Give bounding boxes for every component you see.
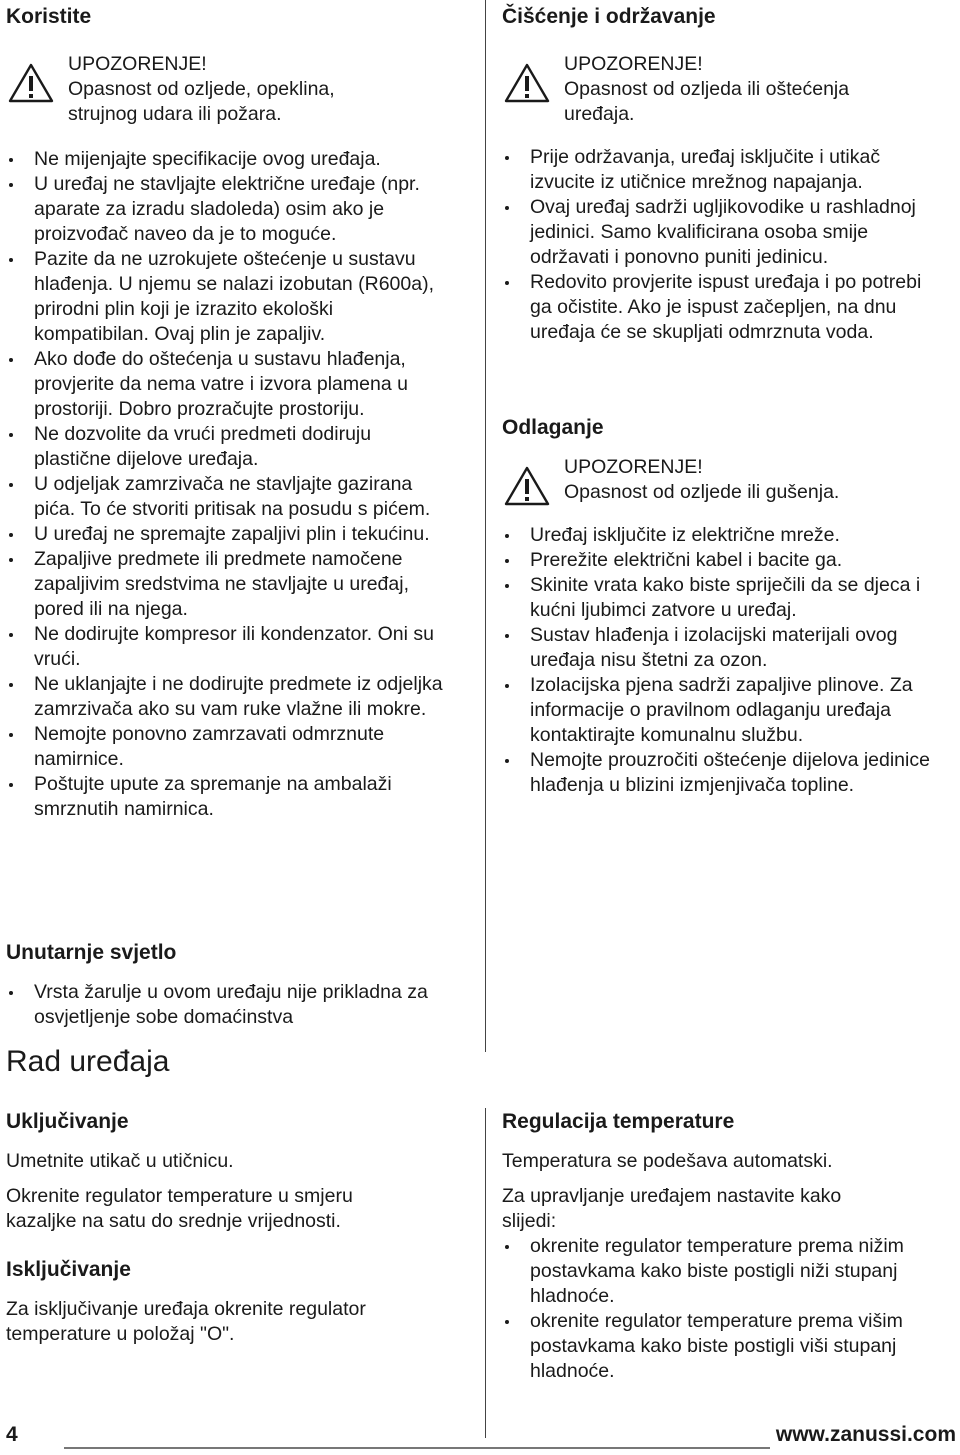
- list-item: Ovaj uređaj sadrži ugljikovodike u rashladnoj jedinici. Samo kvalificirana osoba smije održavati i ponovno puniti jedinicu.: [502, 195, 942, 270]
- paragraph: Za isključivanje uređaja okrenite regulator temperature u položaj "O".: [6, 1298, 366, 1345]
- warning-icon: [8, 62, 54, 104]
- disposal-list: [502, 523, 942, 798]
- list-item: U odjeljak zamrzivača ne stavljajte gazirana pića. To će stvoriti pritisak na posudu s pićem.: [6, 472, 446, 522]
- list-item: okrenite regulator temperature prema nižim postavkama kako biste postigli niži stupanj hladnoće.: [502, 1234, 942, 1309]
- list-item: U uređaj ne stavljajte električne uređaje (npr. aparate za izradu sladoleda) osim ako je proizvođač naveo da je to moguće.: [6, 172, 446, 247]
- warning-icon: [504, 62, 550, 104]
- section-title: Isključivanje: [6, 1258, 131, 1281]
- chapter-title: Rad uređaja: [6, 1045, 170, 1078]
- column-divider-top: [485, 0, 486, 1052]
- list-item: U uređaj ne spremajte zapaljivi plin i tekućinu.: [6, 522, 446, 547]
- disposal-section: [502, 415, 954, 798]
- warning-box: [502, 52, 954, 127]
- section-title: Uključivanje: [6, 1110, 129, 1133]
- cleaning-section: [502, 4, 954, 345]
- list-item: Sustav hlađenja i izolacijski materijali ovog uređaja nisu štetni za ozon.: [502, 623, 942, 673]
- warning-text: Opasnost od ozljede ili gušenja.: [564, 481, 840, 503]
- list-item: Redovito provjerite ispust uređaja i po potrebi ga očistite. Ako je ispust začepljen, na dnu uređaja će se skupljati odmrznuta voda.: [502, 270, 942, 345]
- section-title: Čišćenje i održavanje: [502, 5, 716, 28]
- warning-box: [502, 455, 954, 505]
- switching-on-section: [6, 1109, 468, 1234]
- list-item: Ne dodirujte kompresor ili kondenzator. Oni su vrući.: [6, 622, 446, 672]
- list-item: Vrsta žarulje u ovom uređaju nije prikladna za osvjetljenje sobe domaćinstva: [6, 980, 461, 1030]
- paragraph: Temperatura se podešava automatski.: [502, 1150, 833, 1172]
- column-divider-bottom: [485, 1108, 486, 1438]
- operation-heading: [6, 1044, 468, 1080]
- list-item: Uređaj isključite iz električne mreže.: [502, 523, 942, 548]
- paragraph: Umetnite utikač u utičnicu.: [6, 1150, 234, 1172]
- switching-off-section: [6, 1257, 468, 1347]
- list-item: Ne dozvolite da vrući predmeti dodiruju plastične dijelove uređaja.: [6, 422, 446, 472]
- list-item: Izolacijska pjena sadrži zapaljive plinove. Za informacije o pravilnom odlaganju uređaja kontaktirajte komunalnu službu.: [502, 673, 942, 748]
- page-number: 4: [6, 1423, 18, 1446]
- cleaning-list: [502, 145, 942, 345]
- list-item: Poštujte upute za spremanje na ambalaži smrznutih namirnica.: [6, 772, 446, 822]
- list-item: Zapaljive predmete ili predmete namočene zapaljivim sredstvima ne stavljajte u uređaj, pored ili na njega.: [6, 547, 446, 622]
- warning-text: Opasnost od ozljeda ili oštećenja uređaja.: [564, 78, 850, 125]
- list-item: Skinite vrata kako biste spriječili da se djeca i kućni ljubimci zatvore u uređaj.: [502, 573, 942, 623]
- regulation-list: [502, 1234, 942, 1384]
- warning-title: UPOZORENJE!: [564, 456, 703, 478]
- list-item: Prerežite električni kabel i bacite ga.: [502, 548, 942, 573]
- list-item: Ako dođe do oštećenja u sustavu hlađenja, provjerite da nema vatre i izvora plamena u prostoriji. Dobro prozračujte prostoriju.: [6, 347, 446, 422]
- safety-list: [6, 147, 446, 822]
- paragraph: Okrenite regulator temperature u smjeru kazaljke na satu do srednje vrijednosti.: [6, 1185, 353, 1232]
- section-title: Odlaganje: [502, 416, 604, 439]
- footer-divider: [64, 1447, 770, 1449]
- list-item: Ne uklanjajte i ne dodirujte predmete iz odjeljka zamrzivača ako su vam ruke vlažne ili mokre.: [6, 672, 446, 722]
- section-title: Regulacija temperature: [502, 1110, 735, 1133]
- section-title: Unutarnje svjetlo: [6, 941, 177, 964]
- warning-box: [6, 52, 468, 127]
- list-item: Nemojte prouzročiti oštećenje dijelova jedinice hlađenja u blizini izmjenjivača topline.: [502, 748, 942, 798]
- light-list: [6, 980, 461, 1030]
- safety-section: [6, 4, 468, 822]
- list-item: Nemojte ponovno zamrzavati odmrznute namirnice.: [6, 722, 446, 772]
- warning-title: UPOZORENJE!: [68, 53, 207, 75]
- warning-text: Opasnost od ozljede, opeklina, strujnog udara ili požara.: [68, 78, 335, 125]
- list-item: Prije održavanja, uređaj isključite i utikač izvucite iz utičnice mrežnog napajanja.: [502, 145, 942, 195]
- temperature-regulation-section: [502, 1109, 954, 1384]
- warning-icon: [504, 465, 550, 507]
- section-title: Koristite: [6, 5, 92, 28]
- list-item: okrenite regulator temperature prema višim postavkama kako biste postigli viši stupanj hladnoće.: [502, 1309, 942, 1384]
- warning-title: UPOZORENJE!: [564, 53, 703, 75]
- footer-website: www.zanussi.com: [775, 1423, 956, 1446]
- paragraph: Za upravljanje uređajem nastavite kako slijedi:: [502, 1185, 842, 1232]
- list-item: Ne mijenjajte specifikacije ovog uređaja.: [6, 147, 446, 172]
- light-section: [6, 940, 468, 1030]
- list-item: Pazite da ne uzrokujete oštećenje u sustavu hlađenja. U njemu se nalazi izobutan (R600a), prirodni plin koji je izrazito ekološki kompatibilan. Ovaj plin je zapaljiv.: [6, 247, 446, 347]
